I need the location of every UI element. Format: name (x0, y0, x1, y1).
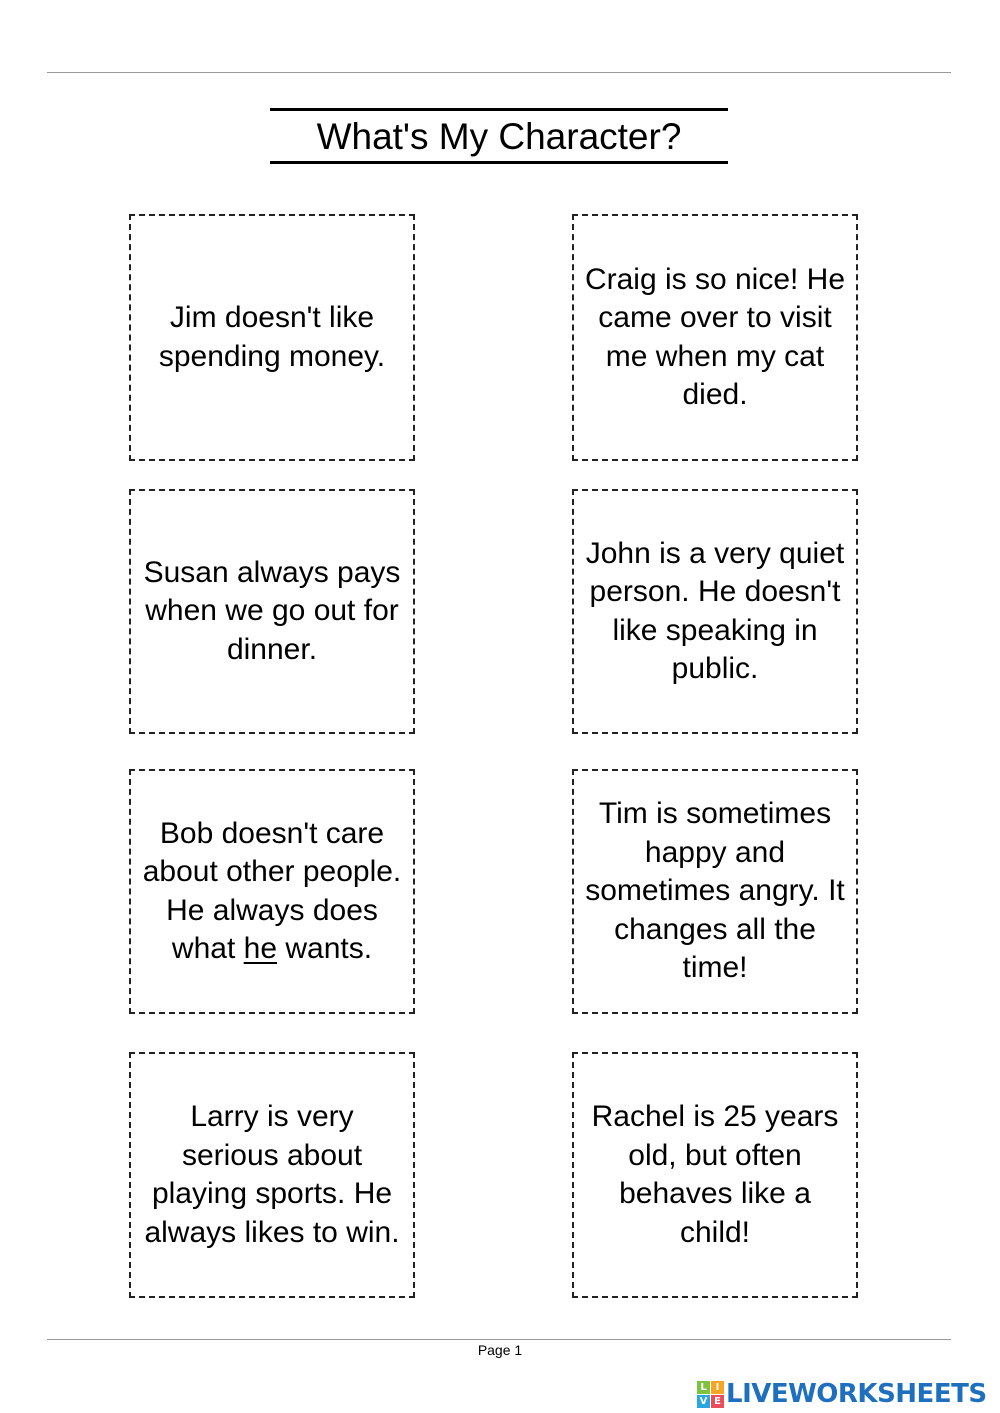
card-text-before: Bob doesn't care about other people. He always does what (142, 816, 402, 965)
worksheet-title: What's My Character? (316, 115, 682, 157)
card-text: Tim is sometimes happy and sometimes angry. It changes all the time! (585, 797, 845, 985)
card-text (141, 815, 403, 969)
character-card-jim (129, 214, 415, 461)
character-card-susan (129, 489, 415, 734)
character-card-bob (129, 769, 415, 1014)
footer-divider (47, 1339, 951, 1340)
character-card-tim (572, 769, 858, 1014)
worksheet-title-box (270, 108, 728, 164)
card-text-after: wants. (277, 932, 373, 965)
character-card-larry (129, 1052, 415, 1298)
header-divider (47, 72, 951, 73)
card-text: Jim doesn't like spending money. (158, 301, 386, 373)
page-number: Page 1 (477, 1342, 523, 1358)
character-card-john (572, 489, 858, 734)
character-card-rachel (572, 1052, 858, 1298)
character-card-craig (572, 214, 858, 461)
liveworksheets-logo (697, 1378, 987, 1410)
liveworksheets-logo-mark: L I V E (697, 1381, 724, 1408)
card-text: Susan always pays when we go out for dinner. (143, 555, 401, 666)
card-text: Larry is very serious about playing sports. He always likes to win. (144, 1100, 400, 1249)
card-text: John is a very quiet person. He doesn't like speaking in public. (585, 536, 845, 685)
card-text: Craig is so nice! He came over to visit me when my cat died. (584, 262, 846, 411)
liveworksheets-wordmark: LIVEWORKSHEETS (726, 1379, 987, 1409)
card-text: Rachel is 25 years old, but often behaves like a child! (591, 1100, 839, 1249)
card-text-underlined: he (243, 932, 278, 965)
